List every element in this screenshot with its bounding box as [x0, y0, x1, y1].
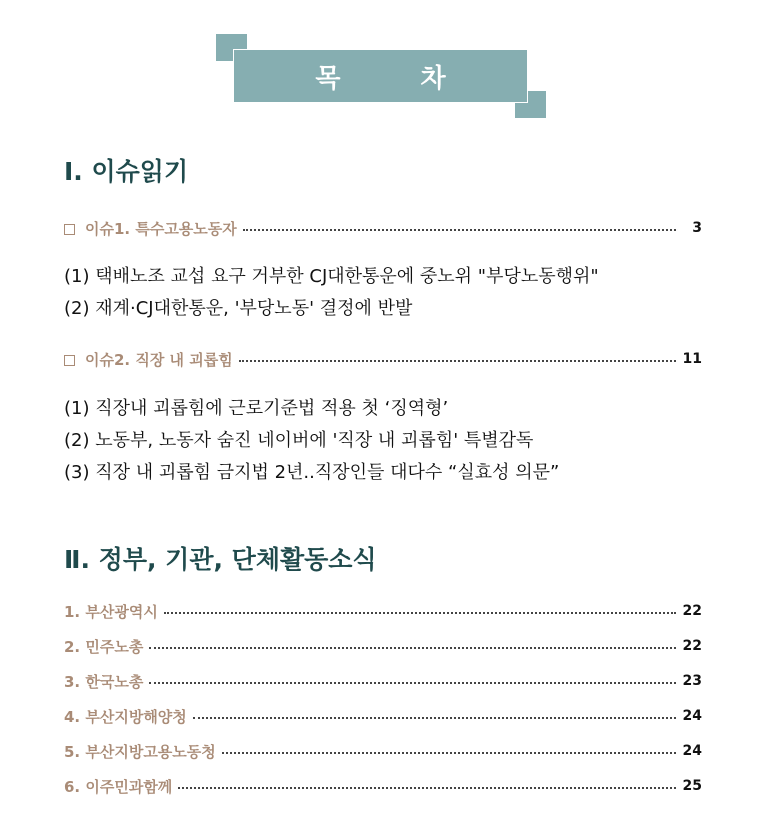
toc-entry-label: 4. 부산지방해양청 — [64, 707, 187, 726]
checkbox-square-icon — [64, 355, 75, 366]
toc-entry-label: 6. 이주민과함께 — [64, 777, 173, 796]
toc-entry-2[interactable] — [64, 636, 702, 656]
toc-entry-5[interactable] — [64, 741, 702, 761]
checkbox-square-icon — [64, 224, 75, 235]
toc-leader-dots — [243, 229, 676, 231]
toc-leader-dots — [239, 360, 676, 362]
toc-leader-dots — [222, 752, 676, 754]
toc-leader-dots — [164, 612, 676, 614]
title-banner — [216, 34, 546, 118]
toc-entry-label: 2. 민주노총 — [64, 637, 144, 656]
toc-leader-dots — [193, 717, 676, 719]
page-title-left: 목 — [315, 63, 341, 94]
toc-issue1[interactable] — [64, 218, 702, 238]
toc-issue2-text: 이슈2. 직장 내 괴롭힘 — [85, 350, 233, 369]
toc-entry-3[interactable] — [64, 671, 702, 691]
toc-entry-label: 3. 한국노총 — [64, 672, 144, 691]
section1-heading: Ⅰ. 이슈읽기 — [64, 157, 189, 186]
issue2-item-3: (3) 직장 내 괴롭힘 금지법 2년..직장인들 대다수 “실효성 의문” — [64, 462, 560, 483]
toc-leader-dots — [149, 682, 676, 684]
toc-issue2-page: 11 — [682, 351, 702, 367]
toc-issue2-label — [64, 349, 233, 370]
toc-entry-1[interactable] — [64, 601, 702, 621]
issue1-item-2: (2) 재계·CJ대한통운, '부당노동' 결정에 반발 — [64, 298, 413, 319]
issue1-item-1: (1) 택배노조 교섭 요구 거부한 CJ대한통운에 중노위 "부당노동행위" — [64, 266, 599, 287]
toc-entry-page: 23 — [682, 673, 702, 689]
toc-issue1-text: 이슈1. 특수고용노동자 — [85, 219, 237, 238]
toc-entry-page: 24 — [682, 708, 702, 724]
toc-entry-page: 25 — [682, 778, 702, 794]
toc-entry-label: 5. 부산지방고용노동청 — [64, 742, 216, 761]
toc-entry-page: 24 — [682, 743, 702, 759]
toc-issue2[interactable] — [64, 349, 702, 369]
section2-heading: Ⅱ. 정부, 기관, 단체활동소식 — [64, 545, 377, 574]
issue2-item-1: (1) 직장내 괴롭힘에 근로기준법 적용 첫 ‘징역형’ — [64, 398, 449, 419]
toc-entry-4[interactable] — [64, 706, 702, 726]
toc-entry-page: 22 — [682, 603, 702, 619]
page-title — [233, 49, 528, 103]
toc-leader-dots — [149, 647, 676, 649]
toc-issue1-label — [64, 218, 237, 239]
toc-entry-label: 1. 부산광역시 — [64, 602, 158, 621]
toc-leader-dots — [178, 787, 676, 789]
toc-entry-page: 22 — [682, 638, 702, 654]
page-title-right: 차 — [420, 63, 446, 94]
issue2-item-2: (2) 노동부, 노동자 숨진 네이버에 '직장 내 괴롭힘' 특별감독 — [64, 430, 534, 451]
toc-issue1-page: 3 — [692, 220, 702, 236]
toc-entry-6[interactable] — [64, 776, 702, 796]
